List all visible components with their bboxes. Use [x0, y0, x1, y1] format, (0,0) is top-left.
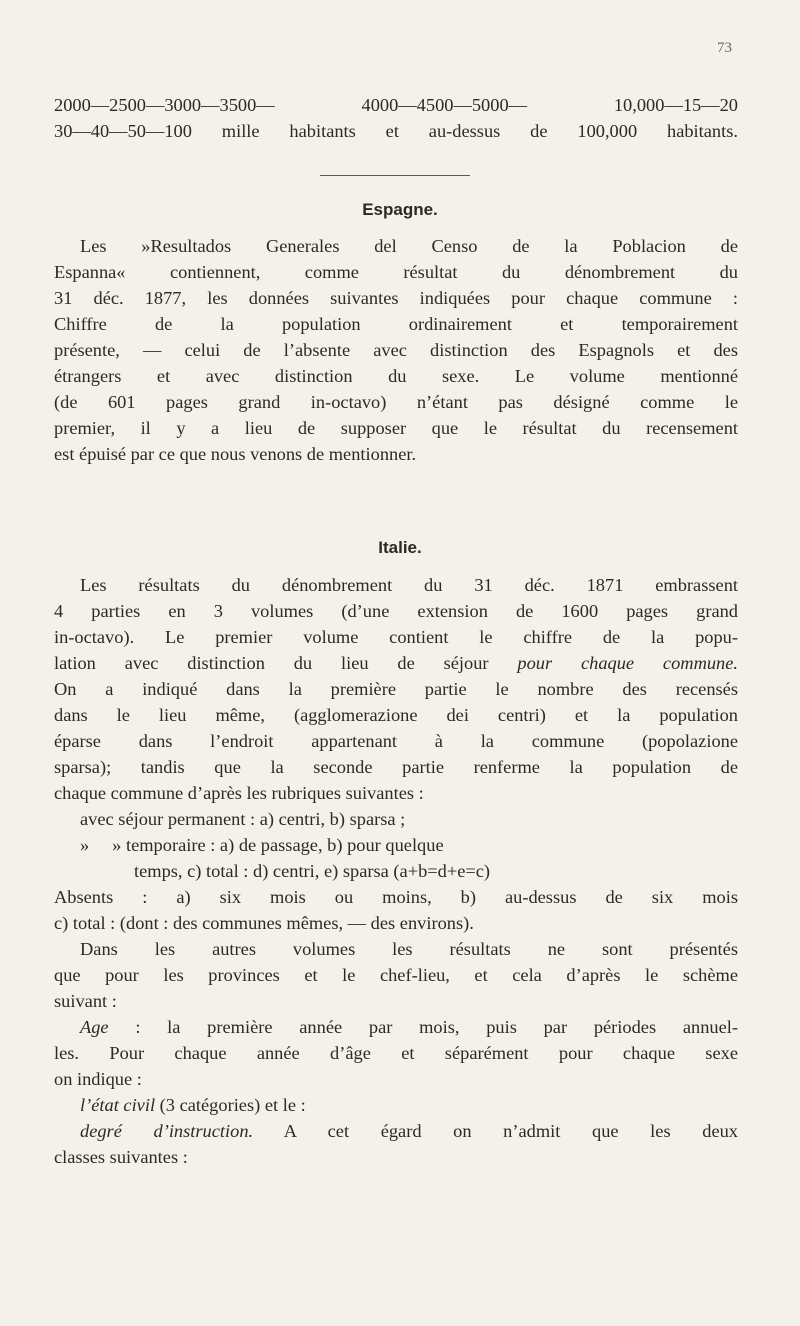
- text-line: les. Pour chaque année d’âge et séparément pour chaque sexe: [54, 1043, 738, 1063]
- spain-paragraph: [54, 233, 738, 467]
- text-line: suivant :: [54, 991, 117, 1011]
- text-line: [54, 1118, 738, 1144]
- text-line: [54, 1092, 738, 1118]
- text-line: est épuisé par ce que nous venons de mentionner.: [54, 444, 417, 464]
- section-heading-italy: Italie.: [378, 538, 422, 557]
- section-heading-spain: Espagne.: [362, 200, 438, 219]
- text-line: [54, 1014, 738, 1040]
- text-line: chaque commune d’après les rubriques suivantes :: [54, 783, 424, 803]
- text-line: présente, — celui de l’absente avec distinction des Espagnols et des: [54, 340, 738, 360]
- text-line: Chiffre de la population ordinairement et temporairement: [54, 314, 738, 334]
- text-line: sparsa); tandis que la seconde partie renferme la population de: [54, 757, 738, 777]
- text-line: étrangers et avec distinction du sexe. Le volume mentionné: [54, 366, 738, 386]
- text-line: On a indiqué dans la première partie le nombre des recensés: [54, 679, 738, 699]
- text-run: : la première année par mois, puis par périodes annuel-: [108, 1017, 738, 1037]
- text-line: c) total : (dont : des communes mêmes, — des environs).: [54, 913, 474, 933]
- italic-run: l’état civil: [80, 1095, 156, 1115]
- text-line: [54, 650, 738, 676]
- city-size-list: [54, 92, 738, 144]
- section-divider: [320, 175, 470, 176]
- text-line: Les »Resultados Generales del Censo de la Poblacion de: [80, 236, 738, 256]
- text-run: lation avec distinction du lieu de séjour: [54, 653, 518, 673]
- text-line: que pour les provinces et le chef-lieu, et cela d’après le schème: [54, 965, 738, 985]
- page-number: 73: [717, 40, 732, 56]
- text-line: premier, il y a lieu de supposer que le résultat du recensement: [54, 418, 738, 438]
- text-line: » » temporaire : a) de passage, b) pour quelque: [80, 835, 444, 855]
- text-line: avec séjour permanent : a) centri, b) sparsa ;: [80, 809, 406, 829]
- italic-run: Age: [80, 1017, 109, 1037]
- text-line: Les résultats du dénombrement du 31 déc. 1871 embrassent: [80, 575, 738, 595]
- text-line: on indique :: [54, 1069, 142, 1089]
- text-line: Espanna« contiennent, comme résultat du dénombrement du: [54, 262, 738, 282]
- text-line: 31 déc. 1877, les données suivantes indiquées pour chaque commune :: [54, 288, 738, 308]
- text-line: 30—40—50—100 mille habitants et au-dessus de 100,000 habitants.: [54, 121, 738, 141]
- text-line: classes suivantes :: [54, 1147, 188, 1167]
- text-line: éparse dans l’endroit appartenant à la commune (popolazione: [54, 731, 738, 751]
- italic-run: degré d’instruction.: [80, 1121, 254, 1141]
- text-line: Absents : a) six mois ou moins, b) au-dessus de six mois: [54, 887, 738, 907]
- italy-paragraph: [54, 572, 738, 1170]
- text-run: A cet égard on n’admit que les deux: [253, 1121, 738, 1141]
- text-line: dans le lieu même, (agglomerazione dei centri) et la population: [54, 705, 738, 725]
- text-line: 2000—2500—3000—3500— 4000—4500—5000— 10,000—15—20: [54, 95, 738, 115]
- text-line: 4 parties en 3 volumes (d’une extension de 1600 pages grand: [54, 601, 738, 621]
- text-line: Dans les autres volumes les résultats ne sont présentés: [80, 939, 738, 959]
- italic-run: pour chaque commune.: [517, 653, 738, 673]
- text-line: in-octavo). Le premier volume contient le chiffre de la popu-: [54, 627, 738, 647]
- text-line: (de 601 pages grand in-octavo) n’étant pas désigné comme le: [54, 392, 738, 412]
- text-run: (3 catégories) et le :: [155, 1095, 306, 1115]
- text-line: temps, c) total : d) centri, e) sparsa (a+b=d+e=c): [134, 861, 491, 881]
